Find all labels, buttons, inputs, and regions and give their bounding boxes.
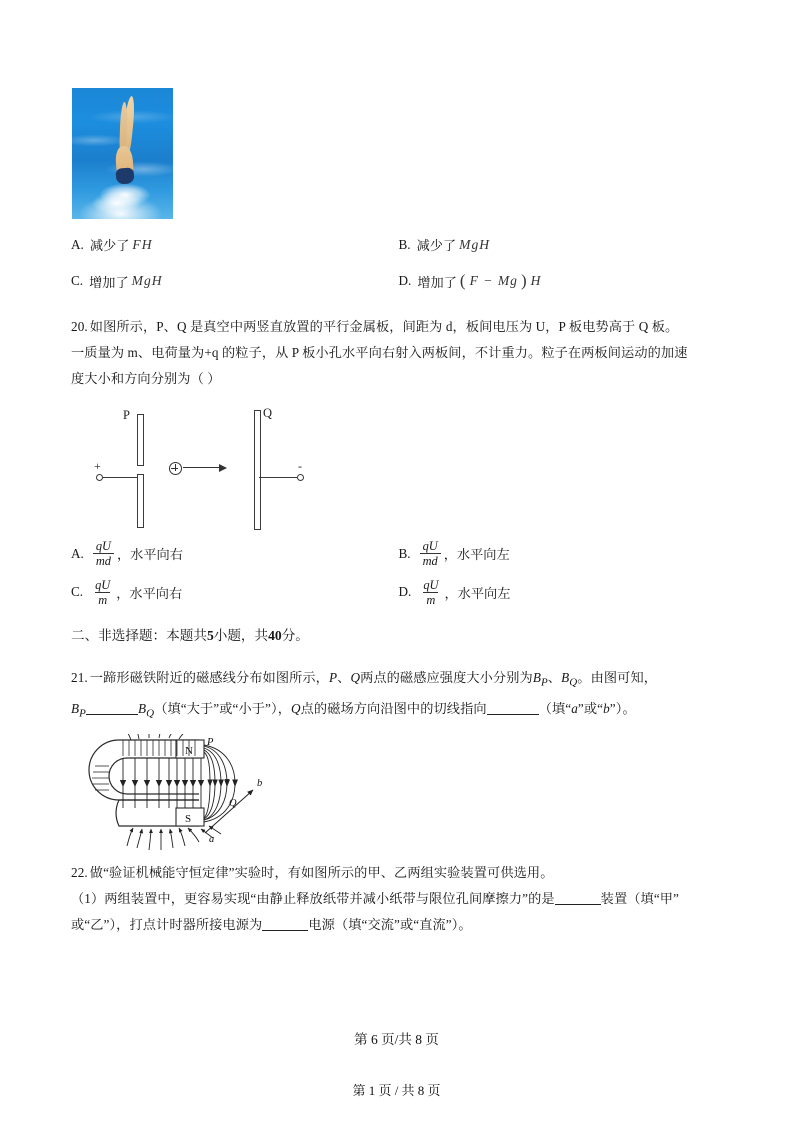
question-20-line-1-text: 如图所示，P、Q 是真空中两竖直放置的平行金属板，间距为 d，板间电压为 U，P 板电势高于 Q 板。 (89, 319, 679, 334)
question-22-line-1-text: 做“验证机械能守恒定律”实验时，有如图所示的甲、乙两组实验装置可供选用。 (89, 865, 554, 881)
diver-photo (72, 88, 173, 219)
q19-option-d-paren-close: ) (520, 271, 528, 290)
q19-option-d[interactable] (399, 271, 727, 291)
q20-option-a-fraction (93, 539, 114, 569)
question-20-line-3: 度大小和方向分别为（ ） (71, 371, 221, 386)
question-22-line-1 (71, 860, 726, 886)
q19-option-d-formula: F − Mg (469, 273, 518, 288)
q20-option-a[interactable] (71, 539, 399, 569)
question-21-bq-symbol: B (561, 670, 570, 686)
footer-page-indicator-primary: 第 6 页/共 8 页 (354, 1032, 439, 1047)
question-21-number: 21. (71, 670, 88, 686)
page-content (71, 88, 726, 938)
q20-option-b[interactable] (399, 539, 727, 569)
magnet-direction-a-label: a (209, 834, 215, 846)
section-2-mid: 小题，共 (213, 628, 269, 644)
question-21-point-p: P (328, 670, 338, 686)
magnet-direction-b-label: b (257, 778, 263, 790)
q20-option-c-numerator: qU (95, 577, 111, 592)
velocity-arrow-line (183, 467, 220, 468)
q20-option-b-numerator: qU (422, 539, 438, 553)
question-22-sub-1-cont (71, 912, 726, 938)
section-2-heading (71, 623, 726, 649)
magnet-south-pole-label: S (185, 813, 192, 826)
water-splash-icon (92, 180, 158, 210)
lead-left (101, 477, 138, 478)
question-22-number: 22. (71, 865, 88, 881)
question-21-line-2-b: 点的磁场方向沿图中的切线指向 (300, 700, 487, 716)
q19-option-b-formula: MgH (459, 236, 491, 252)
q19-option-a-formula: FH (132, 236, 153, 252)
question-21-option-b-text: b (603, 700, 610, 716)
q20-option-d-numerator: qU (423, 577, 439, 592)
plate-q (254, 410, 261, 530)
terminal-right[interactable] (297, 474, 304, 481)
question-21-line-2-a: （填“大于”或“小于”）， (154, 700, 291, 716)
tangent-line-at-q (205, 790, 253, 833)
section-2-count: 5 (206, 628, 214, 644)
q19-option-c-text: 增加了 (89, 274, 129, 290)
question-21-point-q: Q (350, 670, 361, 686)
q19-option-a-label: A. (71, 236, 84, 252)
terminal-left[interactable] (96, 474, 103, 481)
question-21-line-2 (71, 696, 726, 727)
question-20-line-2: 一质量为 m、电荷量为+q 的粒子，从 P 板小孔水平向右射入两板间，不计重力。粒子在两板间运动的加速 (71, 345, 688, 360)
q19-option-d-paren-open: ( (459, 271, 467, 290)
q20-option-d-text: ，水平向左 (444, 585, 511, 601)
question-21-line2-bp-symbol: B (71, 700, 80, 716)
question-20-number: 20. (71, 319, 88, 334)
question-22-sub1-d: 电源（填“交流”或“直流”）。 (308, 917, 472, 933)
positive-charge-icon (169, 462, 182, 475)
terminal-left-sign: + (94, 459, 101, 473)
question-22-sub1-b: 装置（填“甲” (600, 891, 680, 907)
q20-option-c[interactable] (71, 578, 399, 608)
q20-option-b-label: B. (398, 545, 411, 561)
q20-option-c-fraction (92, 578, 113, 608)
section-2-prefix: 二、非选择题：本题共 (71, 628, 207, 644)
horseshoe-magnet-figure (81, 734, 311, 852)
velocity-arrow-head-icon (219, 464, 227, 472)
q20-option-b-fraction (420, 539, 441, 569)
question-21-line-1-d: 、 (547, 670, 562, 686)
question-21-line-1-a: 一蹄形磁铁附近的磁感线分布如图所示， (89, 670, 329, 686)
magnet-point-q-label: Q (229, 798, 237, 810)
question-21-line-1-c: 两点的磁感应强度大小分别为 (360, 670, 533, 686)
q19-option-row-ab (71, 235, 726, 254)
q19-option-b-text: 减少了 (416, 238, 457, 253)
question-21-line-1-b: 、 (337, 670, 351, 686)
magnet-north-pole-label: N (185, 745, 193, 758)
q20-option-b-denominator: md (420, 553, 441, 568)
q19-option-c-formula: MgH (131, 273, 163, 288)
q19-option-c[interactable] (71, 271, 399, 291)
q19-option-d-label: D. (398, 273, 412, 288)
parallel-plates-figure (93, 402, 393, 527)
question-21-blank-2[interactable] (487, 701, 539, 715)
footer-page-indicator-secondary: 第 1 页 / 共 8 页 (352, 1083, 441, 1098)
q19-option-d-text: 增加了 (417, 274, 457, 290)
question-21-option-a-text: a (571, 700, 578, 716)
q20-option-d-denominator: m (423, 592, 438, 607)
question-21-bp-subscript: P (540, 676, 548, 689)
plate-p-upper (137, 414, 144, 466)
question-21-line2-bq-symbol: B (137, 700, 147, 716)
q19-option-a[interactable] (71, 235, 399, 254)
q20-option-d-label: D. (398, 584, 412, 600)
question-22-blank-1[interactable] (555, 891, 601, 905)
q19-option-b[interactable] (399, 235, 727, 254)
section-2-suffix: 分。 (281, 628, 309, 644)
q19-option-d-formula-tail: H (530, 273, 542, 288)
question-20-line-1 (71, 314, 726, 340)
q19-option-b-label: B. (398, 236, 411, 252)
q20-option-d-fraction (420, 578, 441, 608)
q19-option-row-cd (71, 271, 726, 291)
q20-option-c-text: ，水平向右 (116, 585, 183, 601)
plate-p-label: P (123, 408, 130, 422)
q20-option-a-label: A. (71, 545, 84, 561)
question-21-bp-symbol: B (532, 670, 541, 686)
question-22-blank-2[interactable] (262, 917, 308, 931)
question-21-line-1 (71, 665, 726, 696)
question-22-sub1-a: （1）两组装置中，更容易实现“由静止释放纸带并减小纸带与限位孔间摩擦力”的是 (71, 891, 555, 907)
lead-right (259, 477, 297, 478)
question-21-bq-subscript: Q (569, 676, 578, 689)
q20-option-d[interactable] (399, 578, 727, 608)
question-21-line-2-d: ”或“ (577, 700, 604, 716)
q19-option-c-label: C. (71, 273, 84, 288)
question-22-sub-1 (71, 886, 726, 912)
question-21-line-1-e: 。由图可知， (577, 670, 658, 686)
q20-option-row-ab (71, 539, 726, 569)
q20-option-a-denominator: md (93, 553, 114, 568)
q20-option-c-label: C. (71, 584, 84, 600)
section-2-score: 40 (268, 628, 282, 644)
question-21-blank-1[interactable] (86, 701, 138, 715)
plate-p-lower (137, 474, 144, 528)
question-21-line2-bp-subscript: P (79, 707, 86, 720)
q20-option-c-denominator: m (95, 592, 110, 607)
magnet-point-p-label: P (207, 737, 214, 749)
plate-q-label: Q (263, 406, 273, 420)
question-21-line-2-c: （填“ (538, 700, 572, 716)
question-22-sub1-c: 或“乙”），打点计时器所接电源为 (71, 917, 263, 933)
q20-option-b-text: ，水平向左 (443, 547, 510, 563)
magnet-field-lines-svg (81, 734, 311, 852)
question-21-line2-point-q: Q (291, 700, 301, 716)
q20-option-row-cd (71, 578, 726, 608)
question-21-line2-bq-subscript: Q (146, 707, 155, 720)
q20-option-a-numerator: qU (95, 539, 111, 553)
q19-option-a-text: 减少了 (89, 238, 130, 253)
terminal-right-sign: - (298, 459, 302, 473)
question-21-line-2-e: ”）。 (609, 700, 636, 716)
q20-option-a-text: ，水平向右 (116, 547, 183, 563)
